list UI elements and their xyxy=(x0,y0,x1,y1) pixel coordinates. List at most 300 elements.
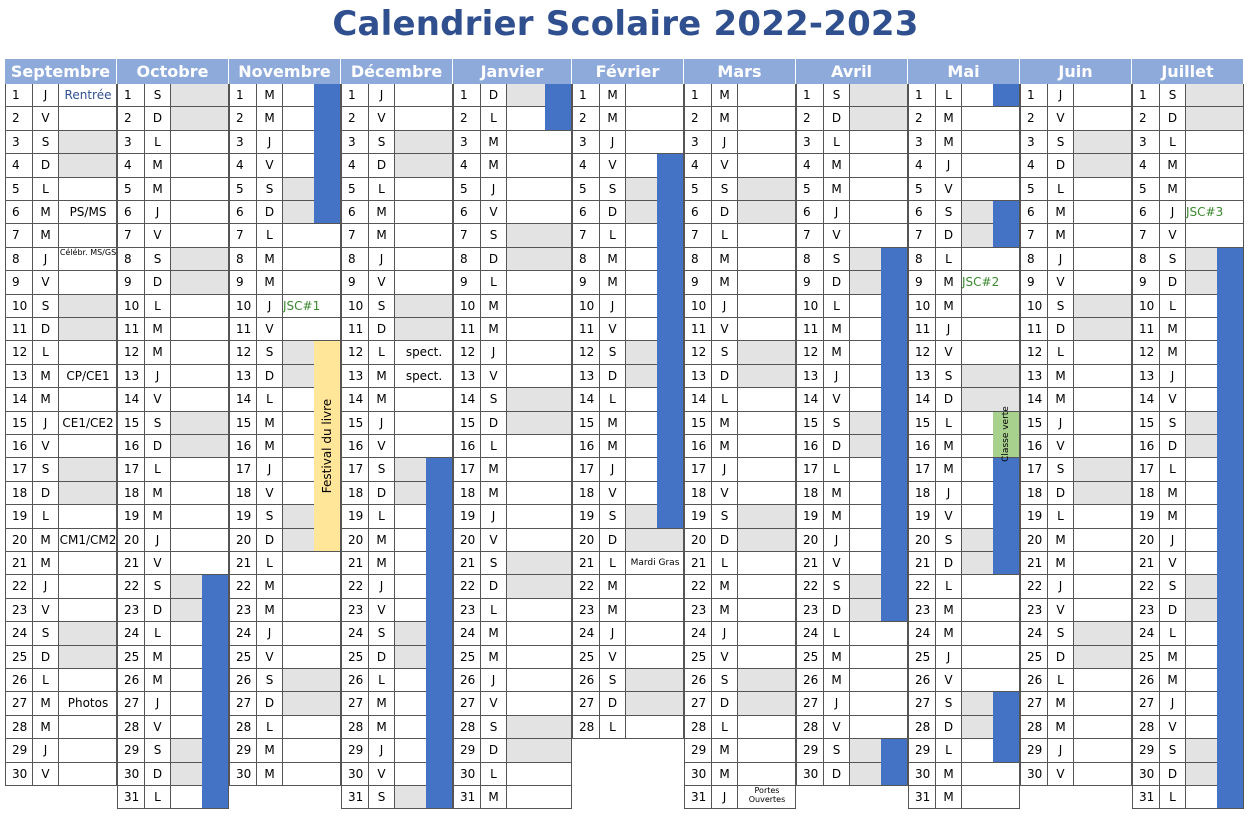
day-note-cell xyxy=(1074,388,1132,411)
day-note-cell xyxy=(395,248,453,271)
day-number: 29 xyxy=(1020,739,1048,762)
day-number: 28 xyxy=(117,716,145,739)
day-number: 18 xyxy=(1132,482,1160,505)
weekday-letter: M xyxy=(33,365,59,388)
day-note-cell xyxy=(962,388,1020,411)
weekday-letter: M xyxy=(257,435,283,458)
day-note: Photos xyxy=(67,696,109,711)
weekday-letter: S xyxy=(481,224,507,247)
day-number: 24 xyxy=(572,622,600,645)
day-number: 14 xyxy=(1020,388,1048,411)
day-note-cell xyxy=(626,131,684,154)
day-number: 25 xyxy=(229,646,257,669)
day-note-cell xyxy=(59,505,117,528)
day-note-cell xyxy=(507,365,572,388)
weekday-letter: M xyxy=(712,248,738,271)
day-number: 10 xyxy=(453,295,481,318)
weekday-letter: M xyxy=(712,412,738,435)
day-note-cell xyxy=(962,646,1020,669)
weekday-letter: J xyxy=(600,131,626,154)
day-number: 9 xyxy=(572,271,600,294)
weekday-letter: S xyxy=(936,365,962,388)
weekday-letter: J xyxy=(1160,365,1186,388)
weekday-letter: V xyxy=(824,388,850,411)
day-number: 1 xyxy=(117,84,145,107)
day-number: 23 xyxy=(5,599,33,622)
weekday-letter: M xyxy=(600,271,626,294)
day-note-cell xyxy=(962,295,1020,318)
weekday-letter: V xyxy=(481,365,507,388)
month-header: Janvier xyxy=(453,59,572,84)
day-number: 7 xyxy=(453,224,481,247)
day-number: 19 xyxy=(453,505,481,528)
weekday-letter: M xyxy=(33,224,59,247)
weekday-letter: L xyxy=(1048,505,1074,528)
weekday-letter: M xyxy=(600,599,626,622)
weekday-letter: J xyxy=(936,318,962,341)
event-label: Festival du livre xyxy=(320,398,335,494)
day-note-cell xyxy=(738,763,796,786)
day-number: 27 xyxy=(117,692,145,715)
weekday-letter: V xyxy=(936,669,962,692)
weekday-letter: L xyxy=(33,505,59,528)
weekday-letter: S xyxy=(600,505,626,528)
day-note-cell xyxy=(738,669,796,692)
day-number: 13 xyxy=(908,365,936,388)
weekday-letter: V xyxy=(1160,224,1186,247)
day-number: 11 xyxy=(684,318,712,341)
day-number: 17 xyxy=(1020,458,1048,481)
weekday-letter: L xyxy=(145,131,171,154)
day-note-cell xyxy=(59,224,117,247)
day-number: 2 xyxy=(1132,107,1160,130)
day-note-cell xyxy=(283,763,341,786)
day-number: 12 xyxy=(1132,341,1160,364)
day-number: 22 xyxy=(229,575,257,598)
weekday-letter: L xyxy=(33,178,59,201)
day-number: 18 xyxy=(1020,482,1048,505)
weekday-letter: D xyxy=(824,763,850,786)
day-number: 28 xyxy=(908,716,936,739)
day-note-cell xyxy=(738,341,796,364)
weekday-letter: D xyxy=(936,224,962,247)
day-number: 29 xyxy=(908,739,936,762)
day-number: 24 xyxy=(684,622,712,645)
day-note-cell xyxy=(283,318,341,341)
weekday-letter: S xyxy=(481,716,507,739)
weekday-letter: V xyxy=(1160,388,1186,411)
day-number: 30 xyxy=(1020,763,1048,786)
weekday-letter: L xyxy=(481,763,507,786)
day-note-cell xyxy=(507,341,572,364)
weekday-letter: M xyxy=(257,763,283,786)
day-number: 7 xyxy=(572,224,600,247)
weekday-letter: J xyxy=(712,622,738,645)
weekday-letter: L xyxy=(1160,131,1186,154)
day-note-cell xyxy=(1074,201,1132,224)
day-number: 8 xyxy=(453,248,481,271)
weekday-letter: L xyxy=(145,622,171,645)
weekday-letter: M xyxy=(481,154,507,177)
day-note-cell xyxy=(850,131,908,154)
weekday-letter: S xyxy=(1048,131,1074,154)
day-note-cell xyxy=(1074,248,1132,271)
day-note-cell xyxy=(738,248,796,271)
weekday-letter: L xyxy=(824,131,850,154)
weekday-letter: S xyxy=(145,575,171,598)
day-note-cell xyxy=(59,318,117,341)
day-note-cell xyxy=(626,716,684,739)
weekday-letter: S xyxy=(1048,295,1074,318)
day-number: 2 xyxy=(572,107,600,130)
day-number: 21 xyxy=(684,552,712,575)
day-number: 6 xyxy=(684,201,712,224)
weekday-letter: S xyxy=(712,505,738,528)
day-number: 4 xyxy=(117,154,145,177)
day-number: 25 xyxy=(684,646,712,669)
weekday-letter: M xyxy=(936,295,962,318)
weekday-letter: S xyxy=(257,178,283,201)
day-number: 5 xyxy=(572,178,600,201)
weekday-letter: V xyxy=(369,763,395,786)
weekday-letter: S xyxy=(145,739,171,762)
day-number: 22 xyxy=(1020,575,1048,598)
weekday-letter: M xyxy=(936,107,962,130)
weekday-letter: L xyxy=(1160,295,1186,318)
day-number: 14 xyxy=(572,388,600,411)
day-number: 7 xyxy=(229,224,257,247)
day-number: 2 xyxy=(684,107,712,130)
day-number: 30 xyxy=(908,763,936,786)
day-note-cell xyxy=(171,412,229,435)
day-note-cell xyxy=(507,271,572,294)
day-number: 25 xyxy=(1132,646,1160,669)
day-note-cell xyxy=(962,669,1020,692)
weekday-letter: L xyxy=(33,669,59,692)
day-note-cell xyxy=(1074,412,1132,435)
weekday-letter: D xyxy=(481,248,507,271)
weekday-letter: V xyxy=(824,552,850,575)
day-number: 27 xyxy=(1132,692,1160,715)
day-note-cell xyxy=(1074,505,1132,528)
vacation-bar xyxy=(202,575,228,808)
weekday-letter: J xyxy=(33,248,59,271)
weekday-letter: M xyxy=(145,669,171,692)
day-number: 16 xyxy=(572,435,600,458)
weekday-letter: J xyxy=(481,669,507,692)
weekday-letter: J xyxy=(1048,84,1074,107)
day-number: 9 xyxy=(1132,271,1160,294)
weekday-letter: D xyxy=(145,107,171,130)
weekday-letter: M xyxy=(1048,388,1074,411)
day-note-cell xyxy=(1074,716,1132,739)
weekday-letter: D xyxy=(257,692,283,715)
day-note-cell xyxy=(59,482,117,505)
day-note-cell xyxy=(395,435,453,458)
weekday-letter: L xyxy=(145,458,171,481)
day-number: 25 xyxy=(572,646,600,669)
day-note-cell xyxy=(850,224,908,247)
weekday-letter: J xyxy=(1048,739,1074,762)
weekday-letter: M xyxy=(600,412,626,435)
day-note-cell xyxy=(283,669,341,692)
weekday-letter: M xyxy=(824,482,850,505)
day-note-cell xyxy=(59,763,117,786)
weekday-letter: S xyxy=(936,529,962,552)
weekday-letter: S xyxy=(936,692,962,715)
day-number: 13 xyxy=(796,365,824,388)
day-number: 10 xyxy=(1132,295,1160,318)
day-number: 13 xyxy=(684,365,712,388)
day-note-cell xyxy=(507,482,572,505)
day-note-cell xyxy=(507,458,572,481)
day-number: 4 xyxy=(1020,154,1048,177)
day-note-cell xyxy=(283,552,341,575)
weekday-letter: L xyxy=(824,622,850,645)
weekday-letter: L xyxy=(481,107,507,130)
weekday-letter: S xyxy=(145,248,171,271)
day-note: JSC#2 xyxy=(962,275,1000,290)
day-number: 13 xyxy=(5,365,33,388)
weekday-letter: S xyxy=(33,131,59,154)
day-number: 29 xyxy=(453,739,481,762)
day-number: 18 xyxy=(796,482,824,505)
day-number: 3 xyxy=(908,131,936,154)
day-note-cell xyxy=(395,388,453,411)
day-number: 14 xyxy=(684,388,712,411)
day-number: 3 xyxy=(572,131,600,154)
weekday-letter: V xyxy=(145,716,171,739)
day-number: 12 xyxy=(341,341,369,364)
weekday-letter: M xyxy=(824,669,850,692)
day-number: 12 xyxy=(5,341,33,364)
day-number: 31 xyxy=(341,786,369,809)
weekday-letter: M xyxy=(257,248,283,271)
day-number: 14 xyxy=(908,388,936,411)
day-note-cell xyxy=(59,669,117,692)
weekday-letter: M xyxy=(481,295,507,318)
day-number: 8 xyxy=(908,248,936,271)
day-number: 1 xyxy=(1020,84,1048,107)
day-number: 5 xyxy=(1132,178,1160,201)
day-number: 29 xyxy=(341,739,369,762)
day-note: JSC#3 xyxy=(1186,205,1224,219)
weekday-letter: M xyxy=(1048,201,1074,224)
day-note-cell xyxy=(626,529,684,552)
day-number: 7 xyxy=(796,224,824,247)
weekday-letter: L xyxy=(824,458,850,481)
weekday-letter: M xyxy=(600,107,626,130)
day-number: 20 xyxy=(453,529,481,552)
day-note-cell xyxy=(171,224,229,247)
day-note-cell xyxy=(395,201,453,224)
weekday-letter: M xyxy=(1048,552,1074,575)
day-number: 5 xyxy=(908,178,936,201)
day-note-cell xyxy=(738,224,796,247)
weekday-letter: L xyxy=(257,552,283,575)
day-note-cell xyxy=(850,646,908,669)
weekday-letter: S xyxy=(824,575,850,598)
month-header: Novembre xyxy=(229,59,341,84)
day-note: CE1/CE2 xyxy=(62,415,114,430)
day-note-cell xyxy=(507,646,572,669)
weekday-letter: M xyxy=(481,622,507,645)
day-number: 14 xyxy=(453,388,481,411)
vacation-bar xyxy=(545,84,571,130)
day-number: 23 xyxy=(572,599,600,622)
weekday-letter: M xyxy=(481,318,507,341)
day-number: 27 xyxy=(796,692,824,715)
weekday-letter: J xyxy=(712,786,738,809)
weekday-letter: J xyxy=(369,84,395,107)
weekday-letter: L xyxy=(936,412,962,435)
day-number: 17 xyxy=(5,458,33,481)
day-note-cell xyxy=(962,365,1020,388)
day-note-cell xyxy=(395,318,453,341)
day-note-cell xyxy=(1074,646,1132,669)
weekday-letter: L xyxy=(33,341,59,364)
weekday-letter: M xyxy=(1048,365,1074,388)
weekday-letter: S xyxy=(369,458,395,481)
day-number: 1 xyxy=(453,84,481,107)
day-number: 9 xyxy=(229,271,257,294)
day-number: 28 xyxy=(5,716,33,739)
weekday-letter: L xyxy=(600,716,626,739)
day-number: 21 xyxy=(572,552,600,575)
weekday-letter: M xyxy=(145,482,171,505)
day-number: 26 xyxy=(229,669,257,692)
day-note-cell xyxy=(507,529,572,552)
weekday-letter: J xyxy=(712,295,738,318)
day-number: 12 xyxy=(229,341,257,364)
day-number: 14 xyxy=(1132,388,1160,411)
day-note-cell xyxy=(59,435,117,458)
day-number: 24 xyxy=(5,622,33,645)
weekday-letter: M xyxy=(257,412,283,435)
day-note: Rentrée xyxy=(64,88,112,102)
day-number: 13 xyxy=(229,365,257,388)
weekday-letter: M xyxy=(369,388,395,411)
weekday-letter: V xyxy=(33,763,59,786)
day-note-cell xyxy=(283,739,341,762)
day-number: 6 xyxy=(453,201,481,224)
month-header: Avril xyxy=(796,59,908,84)
day-number: 28 xyxy=(684,716,712,739)
day-number: 4 xyxy=(229,154,257,177)
day-note-cell xyxy=(1186,131,1244,154)
weekday-letter: D xyxy=(712,201,738,224)
weekday-letter: J xyxy=(369,739,395,762)
weekday-letter: D xyxy=(600,692,626,715)
weekday-letter: S xyxy=(369,786,395,809)
day-number: 2 xyxy=(908,107,936,130)
day-number: 11 xyxy=(572,318,600,341)
day-number: 31 xyxy=(453,786,481,809)
weekday-letter: D xyxy=(712,692,738,715)
day-note-cell xyxy=(395,178,453,201)
weekday-letter: D xyxy=(145,435,171,458)
day-note-cell xyxy=(1074,107,1132,130)
day-note-cell xyxy=(283,646,341,669)
day-number: 6 xyxy=(908,201,936,224)
day-note-cell xyxy=(850,84,908,107)
day-note-cell xyxy=(1074,739,1132,762)
weekday-letter: D xyxy=(824,435,850,458)
day-number: 3 xyxy=(229,131,257,154)
day-note-cell xyxy=(626,599,684,622)
day-number: 18 xyxy=(908,482,936,505)
weekday-letter: J xyxy=(33,575,59,598)
day-number: 6 xyxy=(117,201,145,224)
weekday-letter: M xyxy=(369,529,395,552)
day-note-cell xyxy=(283,248,341,271)
day-number: 29 xyxy=(229,739,257,762)
day-note-cell xyxy=(1074,529,1132,552)
day-note-cell xyxy=(507,763,572,786)
weekday-letter: M xyxy=(1160,178,1186,201)
weekday-letter: M xyxy=(1160,154,1186,177)
day-note-cell xyxy=(738,716,796,739)
day-note-cell xyxy=(1074,341,1132,364)
weekday-letter: M xyxy=(824,505,850,528)
day-note-cell xyxy=(507,224,572,247)
day-note-cell xyxy=(507,412,572,435)
day-note-cell xyxy=(395,224,453,247)
weekday-letter: D xyxy=(369,154,395,177)
day-number: 4 xyxy=(453,154,481,177)
month-header: Mars xyxy=(684,59,796,84)
weekday-letter: V xyxy=(33,271,59,294)
weekday-letter: M xyxy=(33,716,59,739)
weekday-letter: L xyxy=(936,739,962,762)
month-header: Septembre xyxy=(5,59,117,84)
day-number: 14 xyxy=(796,388,824,411)
day-note-cell xyxy=(59,552,117,575)
weekday-letter: S xyxy=(145,84,171,107)
day-number: 21 xyxy=(796,552,824,575)
weekday-letter: L xyxy=(600,388,626,411)
day-number: 24 xyxy=(796,622,824,645)
weekday-letter: L xyxy=(1048,341,1074,364)
day-note: PS/MS xyxy=(69,205,107,219)
day-number: 9 xyxy=(5,271,33,294)
calendar-grid xyxy=(5,59,1245,811)
day-note-cell xyxy=(59,178,117,201)
day-note-cell xyxy=(171,435,229,458)
day-number: 24 xyxy=(1132,622,1160,645)
weekday-letter: S xyxy=(1160,248,1186,271)
day-number: 13 xyxy=(572,365,600,388)
weekday-letter: V xyxy=(369,107,395,130)
day-note-cell xyxy=(59,575,117,598)
weekday-letter: D xyxy=(481,84,507,107)
day-number: 13 xyxy=(1020,365,1048,388)
day-number: 9 xyxy=(453,271,481,294)
day-number: 11 xyxy=(5,318,33,341)
weekday-letter: V xyxy=(1048,271,1074,294)
weekday-letter: V xyxy=(1048,435,1074,458)
day-number: 10 xyxy=(5,295,33,318)
vacation-bar xyxy=(1217,248,1243,809)
day-note-cell xyxy=(962,248,1020,271)
weekday-letter: M xyxy=(33,692,59,715)
day-note-cell xyxy=(738,482,796,505)
day-number: 1 xyxy=(684,84,712,107)
weekday-letter: M xyxy=(1160,505,1186,528)
weekday-letter: J xyxy=(33,739,59,762)
weekday-letter: S xyxy=(600,341,626,364)
day-number: 7 xyxy=(908,224,936,247)
